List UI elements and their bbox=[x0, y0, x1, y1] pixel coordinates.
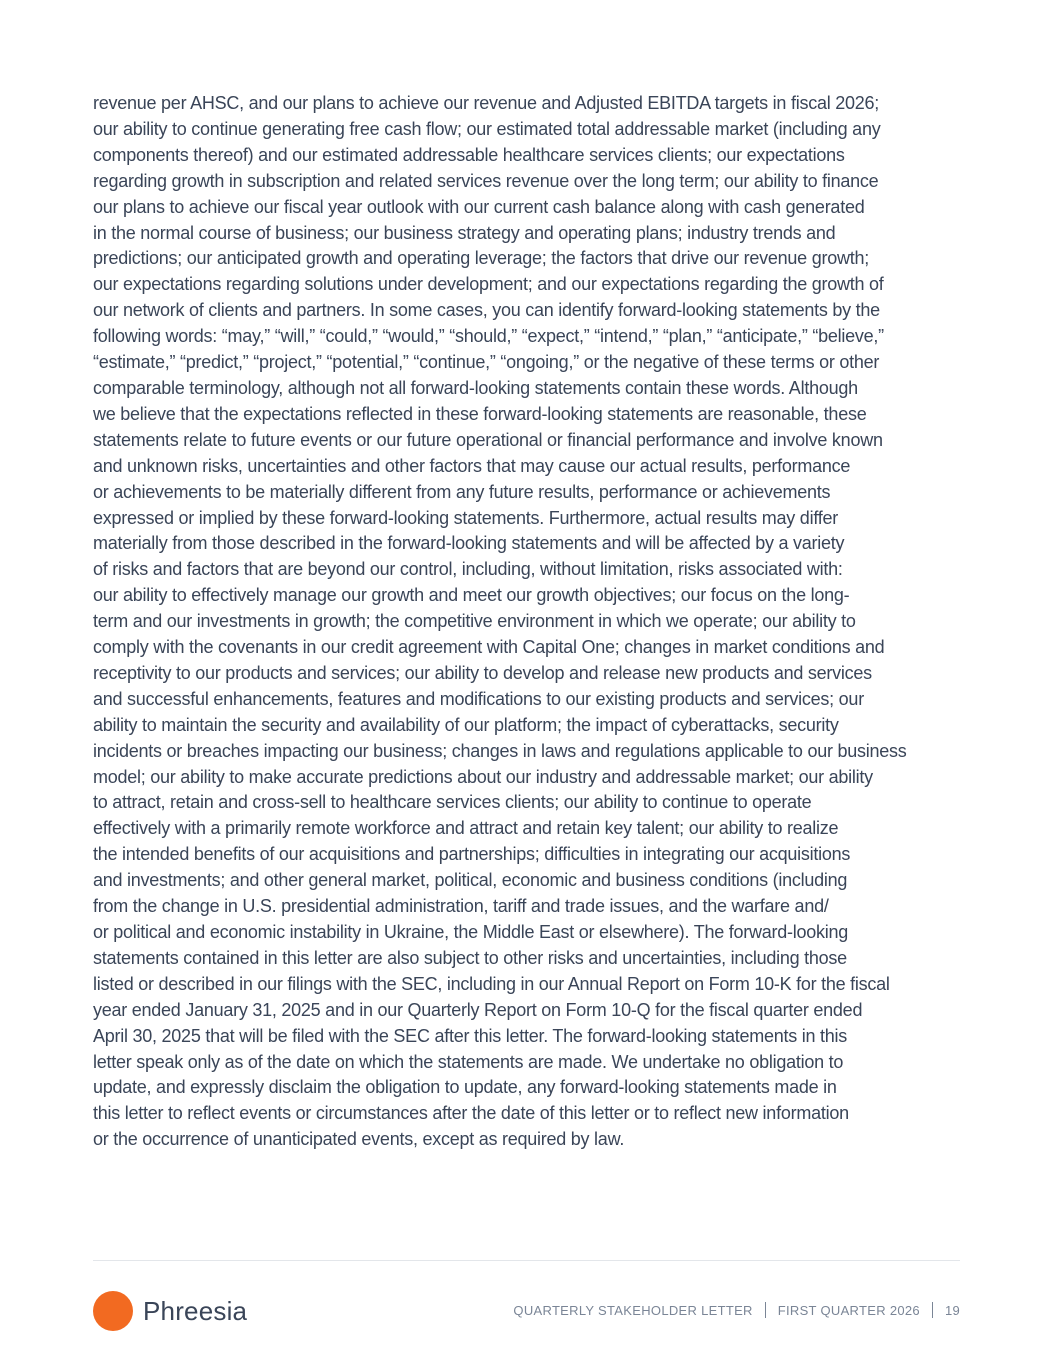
body-line: from the change in U.S. presidential administration, tariff and trade issues, and the warfare and/ bbox=[93, 896, 829, 917]
body-line: this letter to reflect events or circumstances after the date of this letter or to reflect new information bbox=[93, 1103, 849, 1124]
body-line: and investments; and other general market, political, economic and business conditions (including bbox=[93, 870, 848, 891]
body-line: materially from those described in the forward-looking statements and will be affected by a variety bbox=[93, 533, 845, 554]
body-line: letter speak only as of the date on which the statements are made. We undertake no obligation to bbox=[93, 1051, 844, 1072]
body-line: our plans to achieve our fiscal year outlook with our current cash balance along with cash generated bbox=[93, 196, 865, 217]
body-line: incidents or breaches impacting our business; changes in laws and regulations applicable to our business bbox=[93, 740, 907, 761]
body-line: receptivity to our products and services; our ability to develop and release new products and services bbox=[93, 662, 872, 683]
body-line: statements relate to future events or our future operational or financial performance and involve known bbox=[93, 429, 883, 450]
footer-separator bbox=[765, 1302, 766, 1318]
body-line: comparable terminology, although not all forward-looking statements contain these words. Although bbox=[93, 377, 858, 398]
body-line: comply with the covenants in our credit agreement with Capital One; changes in market conditions and bbox=[93, 637, 885, 658]
body-line: update, and expressly disclaim the obligation to update, any forward-looking statements made in bbox=[93, 1077, 837, 1098]
body-line: listed or described in our filings with the SEC, including in our Annual Report on Form 10-K for the fiscal bbox=[93, 973, 890, 994]
body-line: or political and economic instability in Ukraine, the Middle East or elsewhere). The forward-looking bbox=[93, 922, 849, 942]
body-line: regarding growth in subscription and related services revenue over the long term; our ability to finance bbox=[93, 170, 879, 191]
body-line: to attract, retain and cross-sell to healthcare services clients; our ability to continue to operate bbox=[93, 792, 812, 813]
body-line: we believe that the expectations reflected in these forward-looking statements are reasonable, these bbox=[93, 403, 867, 424]
body-line: ability to maintain the security and availability of our platform; the impact of cyberattacks, security bbox=[93, 714, 839, 735]
body-line: model; our ability to make accurate predictions about our industry and addressable market; our ability bbox=[93, 766, 873, 787]
body-line: components thereof) and our estimated addressable healthcare services clients; our expectations bbox=[93, 144, 845, 165]
logo-wordmark: Phreesia bbox=[143, 1295, 248, 1326]
body-line: revenue per AHSC, and our plans to achieve our revenue and Adjusted EBITDA targets in fiscal 2026; bbox=[93, 93, 879, 113]
circle-logo-icon bbox=[93, 1291, 133, 1331]
footer-divider bbox=[93, 1260, 960, 1261]
body-paragraph bbox=[93, 91, 973, 1153]
body-line: the intended benefits of our acquisitions and partnerships; difficulties in integrating our acquisitions bbox=[93, 844, 851, 865]
period-label: FIRST QUARTER 2026 bbox=[777, 1302, 920, 1318]
body-line: our network of clients and partners. In some cases, you can identify forward-looking statements by the bbox=[93, 300, 880, 321]
body-line: or achievements to be materially different from any future results, performance or achievements bbox=[93, 481, 831, 502]
body-line: expressed or implied by these forward-looking statements. Furthermore, actual results may differ bbox=[93, 507, 838, 528]
body-line: April 30, 2025 that will be filed with the SEC after this letter. The forward-looking statements in this bbox=[93, 1025, 848, 1046]
body-line: of risks and factors that are beyond our control, including, without limitation, risks associated with: bbox=[93, 559, 843, 580]
body-line: following words: “may,” “will,” “could,” “would,” “should,” “expect,” “intend,” “plan,” “anticipate,” “believe,” bbox=[93, 326, 884, 347]
footer-meta bbox=[513, 1302, 960, 1318]
body-line: in the normal course of business; our business strategy and operating plans; industry trends and bbox=[93, 222, 836, 243]
body-line: year ended January 31, 2025 and in our Quarterly Report on Form 10-Q for the fiscal quarter ended bbox=[93, 999, 863, 1020]
body-line: our ability to effectively manage our growth and meet our growth objectives; our focus on the long- bbox=[93, 585, 850, 606]
body-line: effectively with a primarily remote workforce and attract and retain key talent; our ability to realize bbox=[93, 818, 839, 839]
document-label: QUARTERLY STAKEHOLDER LETTER bbox=[513, 1302, 753, 1318]
body-line: term and our investments in growth; the competitive environment in which we operate; our ability to bbox=[93, 611, 856, 632]
phreesia-logo bbox=[93, 1291, 247, 1331]
body-line: statements contained in this letter are also subject to other risks and uncertainties, including those bbox=[93, 947, 847, 968]
body-line: predictions; our anticipated growth and operating leverage; the factors that drive our revenue growth; bbox=[93, 248, 869, 269]
body-line: and unknown risks, uncertainties and other factors that may cause our actual results, performance bbox=[93, 455, 851, 476]
footer-separator bbox=[932, 1302, 933, 1318]
body-line: our ability to continue generating free cash flow; our estimated total addressable market (including any bbox=[93, 118, 881, 139]
page-number: 19 bbox=[944, 1302, 960, 1318]
body-line: or the occurrence of unanticipated events, except as required by law. bbox=[93, 1129, 625, 1150]
body-line: our expectations regarding solutions under development; and our expectations regarding the growth of bbox=[93, 274, 884, 295]
body-line: “estimate,” “predict,” “project,” “potential,” “continue,” “ongoing,” or the negative of these terms or other bbox=[93, 352, 880, 373]
body-line: and successful enhancements, features and modifications to our existing products and services; our bbox=[93, 688, 864, 709]
